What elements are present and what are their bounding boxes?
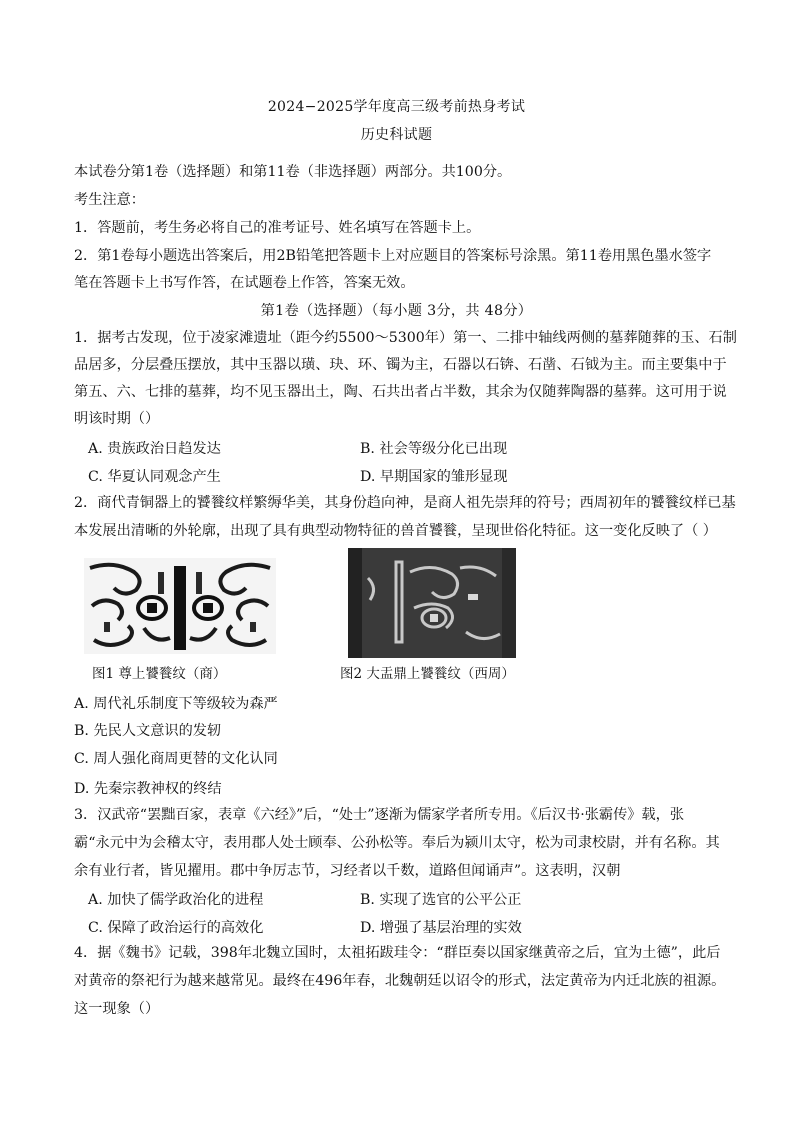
exam-title: 2024−2025学年度高三级考前热身考试 [267, 99, 526, 115]
notice-label: 考生注意： [74, 192, 145, 208]
q3-line-2: 霸“永元中为会稽太守，表用郡人处士顾奉、公孙松等。奉后为颍川太守，松为司隶校尉，并有名称。其 [74, 835, 720, 851]
figure-2-taotie-western-zhou [348, 548, 516, 662]
q2-option-d: D. 先秦宗教神权的终结 [74, 781, 222, 797]
section-heading: 第1卷（选择题）（每小题 3分，共 48分） [260, 303, 533, 319]
q4-line-1: 4．据《魏书》记载，398年北魏立国时，太祖拓跋珪令：“群臣奏以国家继黄帝之后，宜为土德”，此后 [74, 945, 721, 961]
q3-line-3: 余有业行者，皆见擢用。郡中争厉志节，习经者以千数，道路但闻诵声”。这表明，汉朝 [74, 863, 621, 879]
q4-line-2: 对黄帝的祭祀行为越来越常见。最终在496年春，北魏朝廷以诏令的形式，法定黄帝为内迁北族的祖源。 [74, 973, 726, 989]
notice-item-2b: 笔在答题卡上书写作答，在试题卷上作答，答案无效。 [74, 275, 415, 291]
q1-line-3: 第五、六、七排的墓葬，均不见玉器出土，陶、石共出者占半数，其余为仅随葬陶器的墓葬。这可用于说 [74, 384, 727, 400]
q3-option-a: A. 加快了儒学政治化的进程 [88, 892, 264, 908]
q4-line-3: 这一现象（） [74, 1001, 160, 1017]
q1-line-2: 品居多，分层叠压摆放，其中玉器以璜、玦、环、镯为主，石器以石锛、石凿、石钺为主。而主要集中于 [74, 357, 727, 373]
q1-option-d: D. 早期国家的雏形显现 [360, 469, 508, 485]
q2-option-c: C. 周人强化商周更替的文化认同 [74, 751, 278, 767]
figure-2-caption: 图2 大盂鼎上饕餮纹（西周） [340, 666, 515, 682]
q2-option-a: A. 周代礼乐制度下等级较为森严 [74, 696, 278, 712]
q1-line-1: 1．据考古发现，位于凌家滩遗址（距今约5500～5300年）第一、二排中轴线两侧的墓葬随葬的玉、石制 [74, 330, 737, 346]
subject-title: 历史科试题 [360, 127, 433, 143]
q1-option-c: C. 华夏认同观念产生 [88, 469, 221, 485]
notice-item-1: 1．答题前，考生务必将自己的准考证号、姓名填写在答题卡上。 [74, 220, 481, 236]
q3-option-c: C. 保障了政治运行的高效化 [88, 920, 264, 936]
q1-line-4: 明该时期（） [74, 411, 160, 427]
notice-item-2a: 2．第1卷每小题选出答案后，用2B铅笔把答题卡上对应题目的答案标号涂黑。第11卷用黑色墨水签字 [74, 248, 712, 264]
q1-option-b: B. 社会等级分化已出现 [360, 441, 508, 457]
taotie-western-zhou-image [348, 548, 516, 658]
q2-line-1: 2．商代青铜器上的饕餮纹样繁缛华美，其身份趋向神，是商人祖先崇拜的符号；西周初年的饕餮纹样已基 [74, 495, 736, 511]
q1-option-a: A. 贵族政治日趋发达 [88, 441, 221, 457]
figure-1-caption: 图1 尊上饕餮纹（商） [92, 666, 227, 682]
q3-line-1: 3．汉武帝“罢黜百家，表章《六经》”后，“处士”逐渐为儒家学者所专用。《后汉书·张霸传》载，张 [74, 807, 685, 823]
figure-1-taotie-shang [84, 558, 276, 658]
q2-option-b: B. 先民人文意识的发轫 [74, 723, 222, 739]
q2-line-2: 本发展出清晰的外轮廓，出现了具有典型动物特征的兽首饕餮，呈现世俗化特征。这一变化反映了（ ） [74, 523, 717, 539]
intro-line: 本试卷分第1卷（选择题）和第11卷（非选择题）两部分。共100分。 [74, 164, 512, 180]
q3-option-d: D. 增强了基层治理的实效 [360, 920, 522, 936]
q3-option-b: B. 实现了选官的公平公正 [360, 892, 522, 908]
taotie-shang-image [84, 558, 276, 654]
